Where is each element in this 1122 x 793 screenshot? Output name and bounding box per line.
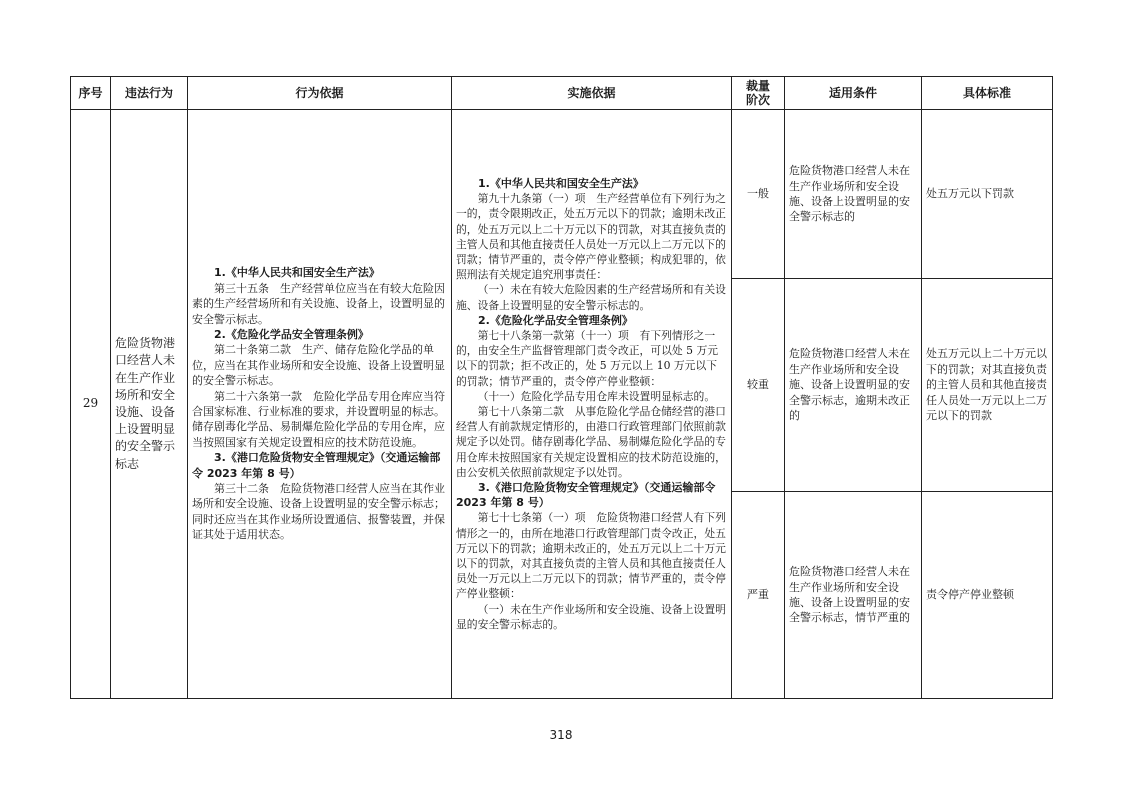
header-level: 裁量 阶次 bbox=[745, 79, 770, 107]
level-serious: 较重 bbox=[747, 378, 769, 392]
header-seq: 序号 bbox=[78, 86, 103, 100]
law-paragraph: 第七十八条第一款第（十一）项 有下列情形之一的，由安全生产监督管理部门责令改正，可以处 5 万元以下的罚款；拒不改正的，处 5 万元以上 10 万元以下的罚款；情节严重的，责令停产停业整顿： bbox=[456, 328, 719, 388]
law-paragraph: 第三十二条 危险货物港口经营人应当在其作业场所和安全设施、设备上设置明显的安全警示标志；同时还应当在其作业场所设置通信、报警装置，并保证其处于适用状态。 bbox=[192, 482, 445, 542]
law-paragraph: 第二十条第二款 生产、储存危险化学品的单位，应当在其作业场所和安全设施、设备上设置明显的安全警示标志。 bbox=[192, 343, 445, 388]
standard-serious bbox=[926, 279, 1050, 491]
law-paragraph: （十一）危险化学品专用仓库未设置明显标志的。 bbox=[477, 389, 716, 403]
implementation-cell bbox=[452, 110, 731, 698]
header-condition: 适用条件 bbox=[828, 86, 877, 100]
implementation-text bbox=[456, 176, 727, 632]
law-paragraph: 第九十九条第（一）项 生产经营单位有下列行为之一的，责令限期改正，处五万元以下的罚款；逾期未改正的，处五万元以上二十万元以下的罚款，对其直接负责的主管人员和其他直接责任人员处一万元以上二万元以下的罚款；情节严重的，责令停产停业整顿；构成犯罪的，依照刑法有关规定追究刑事责任： bbox=[456, 192, 726, 282]
penalty-table bbox=[70, 76, 1053, 699]
law-paragraph: 第三十五条 生产经营单位应当在有较大危险因素的生产经营场所和有关设施、设备上，设置明显的安全警示标志。 bbox=[192, 281, 445, 326]
header-standard: 具体标准 bbox=[962, 86, 1011, 100]
law-title: 2.《危险化学品安全管理条例》 bbox=[478, 313, 633, 327]
law-title: 3.《港口危险货物安全管理规定》（交通运输部令 2023 年第 8 号） bbox=[456, 481, 716, 510]
law-paragraph: （一）未在有较大危险因素的生产经营场所和有关设施、设备上设置明显的安全警示标志的。 bbox=[456, 283, 726, 312]
header-basis: 行为依据 bbox=[295, 86, 344, 100]
law-paragraph: 第二十六条第一款 危险化学品专用仓库应当符合国家标准、行业标准的要求，并设置明显的标志。储存剧毒化学品、易制爆危险化学品的专用仓库，应当按照国家有关规定设置相应的技术防范设施。 bbox=[192, 389, 445, 449]
condition-general-text: 危险货物港口经营人未在生产作业场所和安全设施、设备上设置明显的安全警示标志的 bbox=[789, 164, 910, 224]
condition-serious-text: 危险货物港口经营人未在生产作业场所和安全设施、设备上设置明显的安全警示标志，逾期未改正的 bbox=[789, 347, 910, 423]
law-paragraph: 第七十八条第二款 从事危险化学品仓储经营的港口经营人有前款规定情形的，由港口行政管理部门依照前款规定予以处罚。储存剧毒化学品、易制爆危险化学品的专用仓库未按照国家有关规定设置相应的技术防范设施的，由公安机关依照前款规定予以处罚。 bbox=[456, 405, 726, 479]
condition-severe bbox=[789, 492, 919, 698]
law-paragraph: 第七十七条第（一）项 危险货物港口经营人有下列情形之一的，由所在地港口行政管理部门责令改正，处五万元以下的罚款；逾期未改正的，处五万元以上二十万元以下的罚款，对其直接负责的主管人员和其他直接责任人员处一万元以上二万元以下的罚款；情节严重的，责令停产停业整顿： bbox=[456, 511, 726, 601]
level-general: 一般 bbox=[747, 187, 769, 201]
standard-serious-text: 处五万元以上二十万元以下的罚款；对其直接负责的主管人员和其他直接责任人员处一万元以上二万元以下的罚款 bbox=[926, 347, 1047, 423]
col-divider bbox=[921, 77, 922, 698]
row-violation bbox=[115, 110, 185, 698]
law-title: 2.《危险化学品安全管理条例》 bbox=[214, 327, 369, 341]
violation-text: 危险货物港口经营人未在生产作业场所和安全设施、设备上设置明显的安全警示标志 bbox=[115, 336, 176, 471]
page-number: 318 bbox=[549, 728, 573, 742]
standard-general-text: 处五万元以下罚款 bbox=[926, 187, 1014, 201]
law-title: 1.《中华人民共和国安全生产法》 bbox=[214, 266, 380, 280]
basis-cell bbox=[188, 110, 451, 698]
level-severe: 严重 bbox=[747, 588, 769, 602]
law-title: 1.《中华人民共和国安全生产法》 bbox=[478, 176, 644, 190]
col-divider bbox=[784, 77, 785, 698]
row-seq: 29 bbox=[82, 396, 99, 411]
col-divider bbox=[110, 77, 111, 698]
condition-general bbox=[789, 110, 919, 278]
standard-severe bbox=[926, 492, 1050, 698]
law-paragraph: （一）未在生产作业场所和安全设施、设备上设置明显的安全警示标志的。 bbox=[456, 602, 726, 631]
law-title: 3.《港口危险货物安全管理规定》（交通运输部令 2023 年第 8 号） bbox=[192, 451, 441, 480]
standard-general bbox=[926, 110, 1050, 278]
condition-serious bbox=[789, 279, 919, 491]
condition-severe-text: 危险货物港口经营人未在生产作业场所和安全设施、设备上设置明显的安全警示标志，情节严重的 bbox=[789, 565, 910, 625]
header-implementation: 实施依据 bbox=[567, 86, 616, 100]
basis-text bbox=[192, 265, 447, 542]
header-violation: 违法行为 bbox=[124, 86, 173, 100]
standard-severe-text: 责令停产停业整顿 bbox=[926, 588, 1014, 602]
